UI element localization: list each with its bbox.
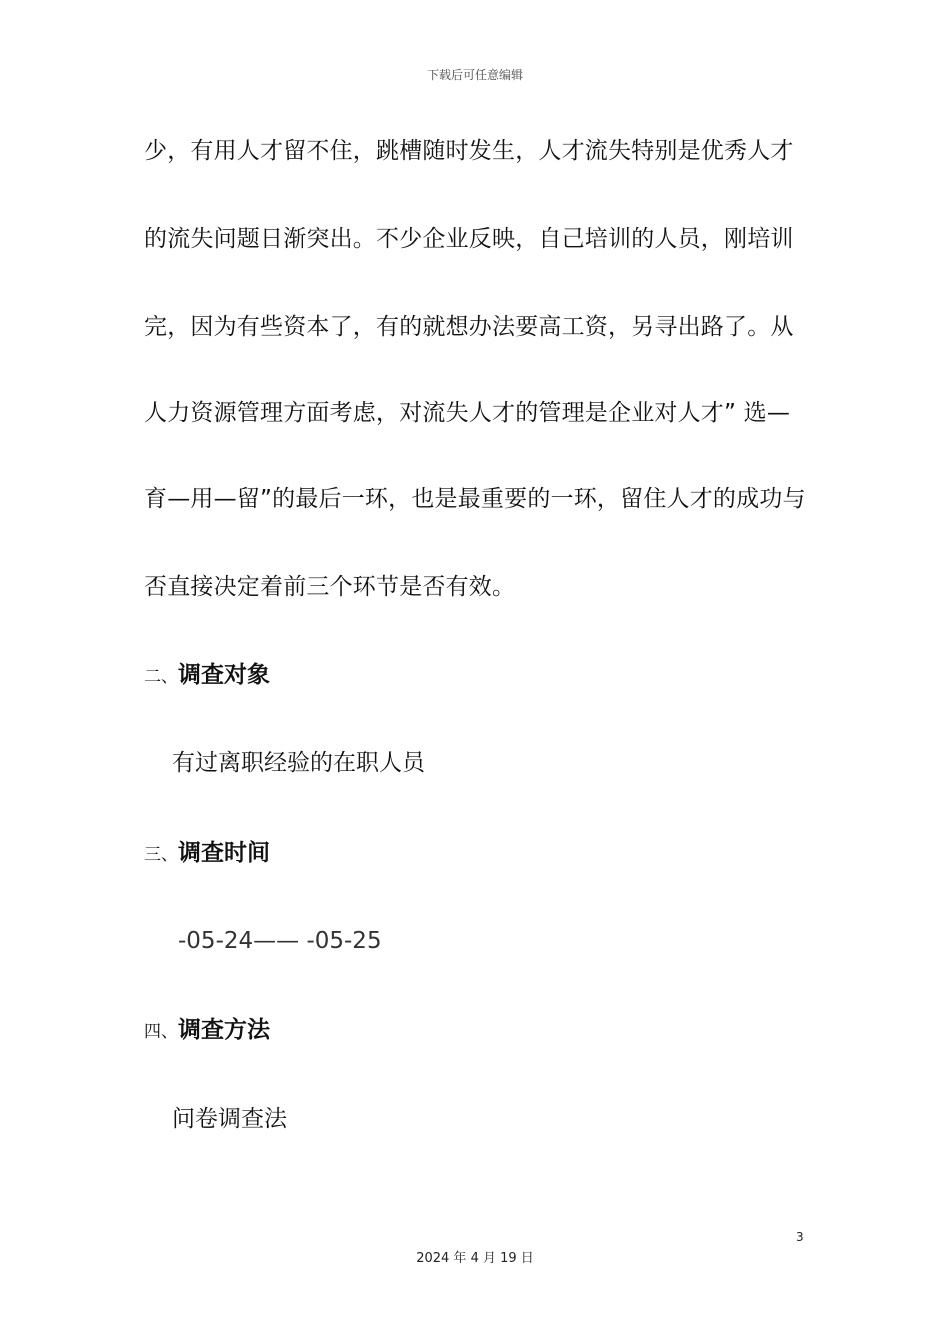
page-number: 3 <box>796 1230 804 1244</box>
paragraph-line: 人力资源管理方面考虑，对流失人才的管理是企业对人才” 选— <box>144 400 791 426</box>
paragraph-line: 否直接决定着前三个环节是否有效。 <box>144 574 516 600</box>
section-number: 四、 <box>144 1022 178 1042</box>
section-title: 调查方法 <box>178 1017 270 1043</box>
section-heading-method <box>144 1015 270 1047</box>
section-number: 三、 <box>144 845 178 865</box>
paragraph-line: 的流失问题日渐突出。不少企业反映，自己培训的人员，刚培训 <box>144 226 794 252</box>
paragraph-line: 少，有用人才留不住，跳槽随时发生，人才流失特别是优秀人才 <box>144 138 794 164</box>
page-footer-date: 2024 年 4 月 19 日 <box>416 1251 534 1266</box>
section-heading-time <box>144 838 270 870</box>
section-content: 有过离职经验的在职人员 <box>172 750 425 776</box>
paragraph-line: 完，因为有些资本了，有的就想办法要高工资，另寻出路了。从 <box>144 314 794 340</box>
section-heading-subjects <box>144 660 270 692</box>
paragraph-line: 育—用—留”的最后一环，也是最重要的一环，留住人才的成功与 <box>144 486 806 512</box>
page-header: 下载后可任意编辑 <box>426 68 523 82</box>
survey-date-range: -05-24—— -05-25 <box>178 928 382 954</box>
section-number: 二、 <box>144 667 178 687</box>
section-title: 调查对象 <box>178 662 270 688</box>
section-title: 调查时间 <box>178 840 270 866</box>
section-content: 问卷调查法 <box>172 1106 287 1132</box>
